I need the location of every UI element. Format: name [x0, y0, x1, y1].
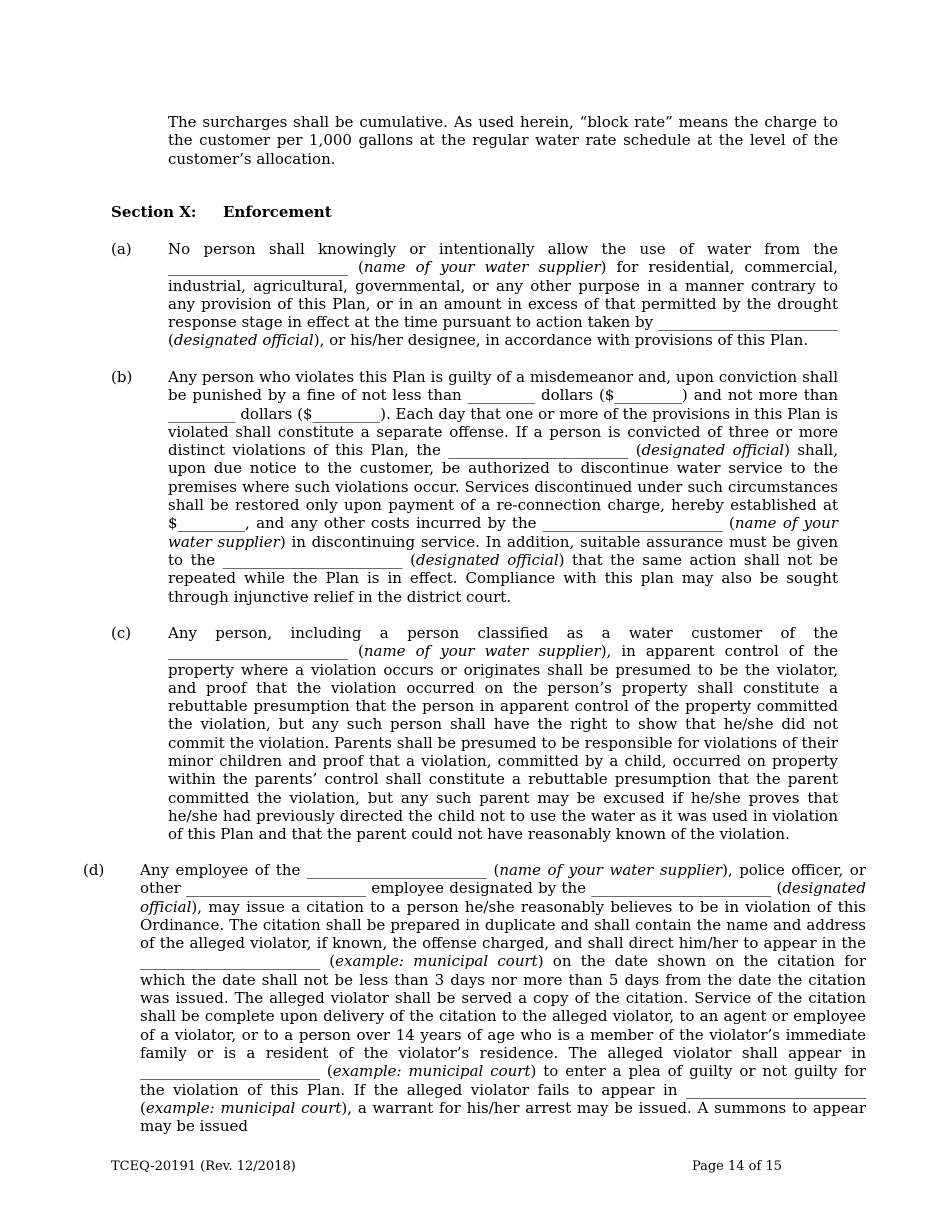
- intro-paragraph: The surcharges shall be cumulative. As used herein, “block rate” means the charge to the customer per 1,000 gallons at the regular water rate schedule at the level of the customer’s allocation.: [168, 113, 838, 168]
- footer-form-id: TCEQ-20191 (Rev. 12/2018): [111, 1159, 296, 1174]
- italic-run: name of your water supplier: [363, 258, 601, 277]
- text-run: ), police officer, or other ________________________ employee designated by the ________________________ (: [140, 861, 866, 898]
- italic-run: example: municipal court: [335, 952, 538, 971]
- italic-run: designated official: [140, 879, 866, 916]
- italic-run: example: municipal court: [145, 1098, 342, 1117]
- text-run: ) that the same action shall not be repeated while the Plan is in effect. Compliance with this plan may also be sought through injunctive relief in the district court.: [168, 550, 839, 606]
- text-run: ), or his/her designee, in accordance with provisions of this Plan.: [313, 331, 809, 350]
- italic-run: designated official: [641, 441, 785, 460]
- item-body: [168, 240, 838, 350]
- text-run: Any employee of the ________________________ (: [140, 861, 500, 879]
- text-run: Any person who violates this Plan is guilty of a misdemeanor and, upon conviction shall be punished by a fine of not less than _________ dollars ($_________) and not more than _________ dollars ($_________). Each day that one or more of the provisions in this Plan is violated shall constitute a separate offense. If a person is convicted of three or more distinct violations of this Plan, the ________________________ (: [168, 368, 838, 460]
- text-run: ), a warrant for his/her arrest may be issued. A summons to appear may be issued: [140, 1098, 866, 1136]
- text-run: ) to enter a plea of guilty or not guilty for the violation of this Plan. If the alleged violator fails to appear in ________________________ (: [140, 1062, 866, 1117]
- text-run: ) in discontinuing service. In addition, suitable assurance must be given to the ________________________ (: [168, 532, 838, 569]
- text-run: ) on the date shown on the citation for which the date shall not be less than 3 days nor more than 5 days from the date the citation was issued. The alleged violator shall be served a copy of the citation. Service of the citation shall be complete upon delivery of the citation to the alleged violator, to an agent or employee of a violator, or to a person over 14 years of age who is a member of the violator’s immediate family or is a resident of the violator’s residence. The alleged violator shall appear in ________________________ (: [140, 952, 866, 1081]
- item-marker: (a): [111, 240, 132, 258]
- text-run: No person shall knowingly or intentionally allow the use of water from the ________________________ (: [168, 240, 838, 277]
- italic-run: name of your water supplier: [363, 642, 601, 661]
- item-marker: (b): [111, 368, 133, 386]
- text-run: ) shall, upon due notice to the customer, be authorized to discontinue water service to the premises where such violations occur. Services discontinued under such circumstances shall be restored only upon payment of a re-connection charge, hereby established at $_________, and any other costs incurred by the ________________________ (: [168, 441, 839, 533]
- text-run: ), in apparent control of the property where a violation occurs or originates shall be presumed to be the violator, and proof that the violation occurred on the person’s property shall constitute a rebuttable presumption that the person in apparent control of the property committed the violation, but any such person shall have the right to show that he/she did not commit the violation. Parents shall be presumed to be responsible for violations of their minor children and proof that a violation, committed by a child, occurred on property within the parents’ control shall constitute a rebuttable presumption that the parent committed the violation, but any such parent may be excused if he/she proves that he/she had previously directed the child not to use the water as it was used in violation of this Plan and that the parent could not have reasonably known of the violation.: [168, 642, 838, 844]
- text-run: Any person, including a person classified as a water customer of the ________________________ (: [168, 624, 838, 661]
- item-body: [168, 368, 838, 606]
- italic-run: designated official: [173, 331, 314, 350]
- item-marker: (c): [111, 624, 132, 642]
- italic-run: name of your water supplier: [168, 514, 838, 551]
- text-run: ) for residential, commercial, industrial, agricultural, governmental, or any other purpose in a manner contrary to any provision of this Plan, or in an amount in excess of that permitted by the drought response stage in effect at the time pursuant to action taken by ________________________ (: [168, 258, 838, 350]
- section-heading: [111, 203, 332, 221]
- item-marker: (d): [83, 861, 105, 879]
- item-body: [140, 861, 866, 1135]
- italic-run: name of your water supplier: [499, 861, 723, 879]
- item-body: [168, 624, 838, 844]
- footer-page-number: Page 14 of 15: [691, 1159, 782, 1174]
- section-label: Section X:: [111, 203, 197, 221]
- text-run: ), may issue a citation to a person he/she reasonably believes to be in violation of this Ordinance. The citation shall be prepared in duplicate and shall contain the name and address of the alleged violator, if known, the offense charged, and shall direct him/her to appear in the ________________________ (: [140, 897, 866, 971]
- italic-run: designated official: [416, 550, 559, 569]
- section-title: Enforcement: [223, 203, 332, 221]
- italic-run: example: municipal court: [332, 1062, 531, 1081]
